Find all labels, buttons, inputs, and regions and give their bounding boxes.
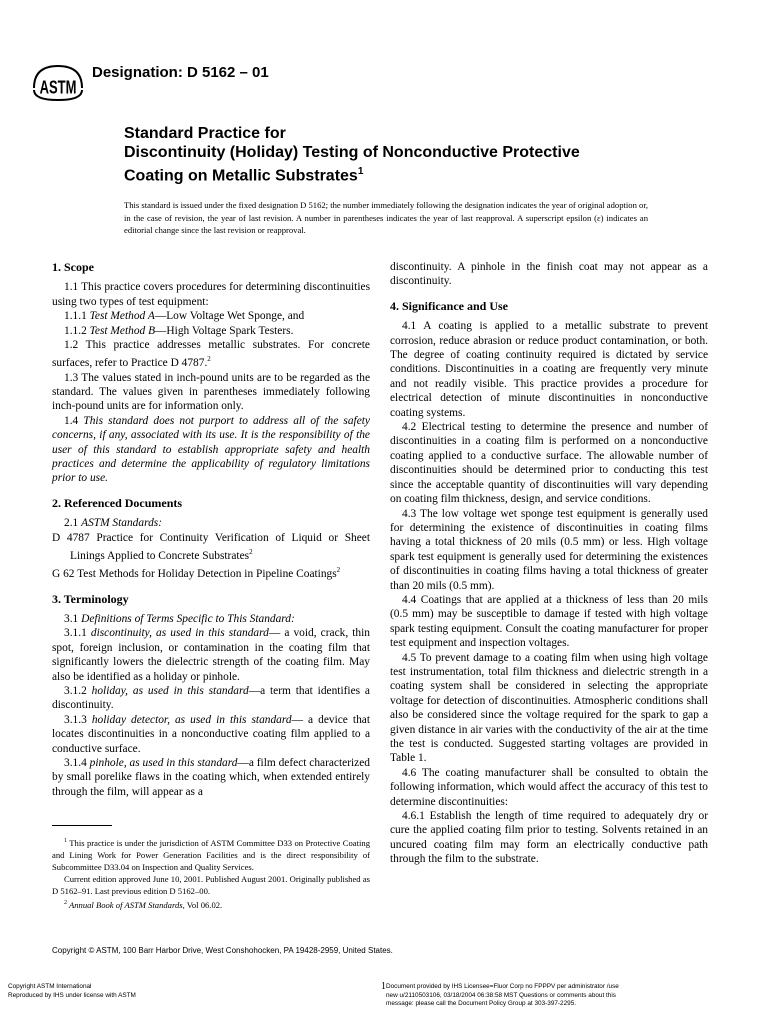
license-line-1: Copyright ASTM International <box>8 983 92 990</box>
footnote-ref: 2 <box>249 548 253 557</box>
text: , Vol 06.02. <box>182 899 223 910</box>
text: — a void, crack, thin spot, foreign inclusion, or contamination in the coating film that significantly lowers the dielectric strength of the coating film. May also be identified as a holiday or pinhole. <box>52 627 370 683</box>
term: holiday detector, as used in this standard <box>91 713 292 726</box>
ref-d4787 <box>52 531 370 564</box>
text: —a term that identifies a discontinuity. <box>52 684 370 712</box>
right-column <box>390 260 708 867</box>
document-title <box>124 124 684 185</box>
title-footnote-mark: 1 <box>357 166 364 177</box>
license-line-2: Reproduced by IHS under license with ASTM <box>8 991 136 999</box>
text: —High Voltage Spark Testers. <box>155 324 294 337</box>
term: pinhole, as used in this standard <box>89 756 238 769</box>
section-3-heading: 3. Terminology <box>52 591 129 606</box>
footnote-1 <box>52 835 370 873</box>
ref-g62 <box>52 563 370 581</box>
num: 1.1.2 <box>64 324 87 337</box>
num: 3.1.2 <box>64 684 87 697</box>
para-4-6-1: 4.6.1 Establish the length of time required to adequately dry or cure the applied coating film prior to testing. Solvents retained in an uncured coating film may form an electrically conductive path through the film to the substrate. <box>390 810 708 866</box>
num: 3.1.1 <box>64 627 87 640</box>
section-2-heading: 2. Referenced Documents <box>52 495 183 510</box>
para-3-1 <box>52 612 370 626</box>
document-provider-notice <box>386 983 686 1009</box>
num: 1.4 <box>64 414 79 427</box>
title-line-3 <box>124 162 684 185</box>
title-line-3-text: Coating on Metallic Substrates <box>124 167 358 185</box>
num: 3.1.3 <box>64 713 87 726</box>
text: G 62 Test Methods for Holiday Detection in Pipeline Coatings <box>52 568 337 581</box>
num: 3.1 <box>64 612 79 625</box>
section-4-heading: 4. Significance and Use <box>390 298 509 313</box>
para-1-2 <box>52 338 370 371</box>
text: —Low Voltage Wet Sponge, and <box>154 310 305 323</box>
astm-logo <box>30 60 86 104</box>
footnote-2 <box>52 897 370 911</box>
text: This standard does not purport to address all of the safety concerns, if any, associated with its use. It is the responsibility of the user of this standard to establish appropriate safety and health practices and determine the applicability of regulatory limitations prior to use. <box>52 414 370 485</box>
term: Test Method B <box>89 324 156 337</box>
footnotes <box>52 835 370 911</box>
provider-line-1: Document provided by IHS Licensee=Fluor Corp no FPPPV per administrator /use <box>386 983 619 990</box>
para-1-1: 1.1 This practice covers procedures for determining discontinuities using two types of test equipment: <box>52 281 370 308</box>
text: — a device that locates discontinuities in a nonconductive coating film applied to a conductive surface. <box>52 713 370 755</box>
para-1-4 <box>52 414 370 486</box>
footnote-mark: 2 <box>64 899 67 906</box>
term: Test Method A <box>89 310 155 323</box>
svg-text:ASTM: ASTM <box>39 78 77 99</box>
page-number: 1 <box>381 981 386 992</box>
provider-line-3: message: please call the Document Policy Group at 303-397-2295. <box>386 1000 577 1007</box>
footnote-1b: Current edition approved June 10, 2001. Published August 2001. Originally published as D 5162–91. Last previous edition D 5162–00. <box>52 873 370 896</box>
para-4-2: 4.2 Electrical testing to determine the presence and number of discontinuities in a coating film is performed on a nonconductive coating applied to a conductive surface. The allowable number of discontinuities should be determined prior to conducting this test since the acceptable quantity of discontinuities will vary depending on coating film thickness, design, and service conditions. <box>390 421 708 506</box>
footnote-mark: 1 <box>64 838 67 844</box>
title-line-1: Standard Practice for <box>124 125 286 142</box>
text: —a film defect characterized by small porelike flaws in the coating which, when extended entirely through the film, will appear as a <box>52 756 370 798</box>
para-1-3: 1.3 The values stated in inch-pound units are to be regarded as the standard. The values given in parentheses immediately following inch-pound units are for information only. <box>52 371 370 413</box>
para-3-1-3 <box>52 713 370 756</box>
term: Annual Book of ASTM Standards <box>67 899 183 910</box>
footnote-ref: 2 <box>207 355 211 364</box>
footnote-ref: 2 <box>336 566 341 575</box>
issued-note: This standard is issued under the fixed designation D 5162; the number immediately following the designation indicates the year of original adoption or, in the case of revision, the year of last revision. A number in parentheses indicates the year of last reapproval. A superscript epsilon (ε) indicates an editorial change since the last revision or reapproval. <box>124 200 648 235</box>
section-1-heading: 1. Scope <box>52 260 94 274</box>
para-4-6: 4.6 The coating manufacturer shall be consulted to obtain the following information, which would affect the accuracy of this test to determine discontinuities: <box>390 766 708 808</box>
footnote-divider <box>52 825 112 826</box>
left-column <box>52 260 370 799</box>
para-1-1-2 <box>52 324 370 338</box>
term: ASTM Standards: <box>81 517 163 530</box>
para-1-1-1 <box>52 309 370 323</box>
term: holiday, as used in this standard <box>91 684 249 697</box>
term: Definitions of Terms Specific to This Standard: <box>81 612 295 625</box>
para-4-5: 4.5 To prevent damage to a coating film when using high voltage test instrumentation, total film thickness and dielectric strength in a coating system shall be considered in selecting the appropriate voltage for detection of discontinuities. Atmospheric conditions shall also be considered since the voltage required for the spark to gap a given distance in air varies with the conductivity of the air at the time the test is conducted. Suggested starting voltages are provided in Table 1. <box>390 651 708 765</box>
para-2-1 <box>52 516 370 530</box>
num: 1.1.1 <box>64 310 87 323</box>
para-3-1-1 <box>52 626 370 684</box>
para-4-3: 4.3 The low voltage wet sponge test equipment is generally used for determining the existence of discontinuities in coating films having a total thickness of 20 mils (0.5 mm) or less. High voltage spark test equipment is generally used for determining the existences of discontinuities in coating films having a total thickness of greater than 20 mils (0.5 mm). <box>390 507 708 592</box>
provider-line-2: new u/2110503106, 03/18/2004 06:38:58 MST Questions or comments about this <box>386 991 616 999</box>
designation: Designation: D 5162 – 01 <box>92 64 269 81</box>
text: D 4787 Practice for Continuity Verification of Liquid or Sheet Linings Applied to Concrete Substrates <box>52 531 370 562</box>
para-3-1-2 <box>52 684 370 713</box>
title-line-2: Discontinuity (Holiday) Testing of Nonconductive Protective <box>124 144 580 161</box>
license-notice <box>8 983 136 1000</box>
num: 3.1.4 <box>64 756 87 769</box>
num: 2.1 <box>64 517 79 530</box>
term: discontinuity, as used in this standard <box>90 627 269 640</box>
para-4-4: 4.4 Coatings that are applied at a thickness of less than 20 mils (0.5 mm) may be susceptible to damage if tested with high voltage spark testing equipment. Consult the coating manufacturer for proper test equipment and inspection voltages. <box>390 593 708 650</box>
text: 1.2 This practice addresses metallic substrates. For concrete surfaces, refer to Practice D 4787. <box>52 339 370 370</box>
copyright-line: Copyright © ASTM, 100 Barr Harbor Drive, West Conshohocken, PA 19428-2959, United States. <box>52 946 393 955</box>
para-4-1: 4.1 A coating is applied to a metallic substrate to prevent corrosion, reduce abrasion or reduce product contamination, or both. The degree of coating continuity required is dictated by service conditions. Discontinuities in a coating are frequently very minute and not readily visible. This practice provides a procedure for electrical detection of minute discontinuities in nonconductive coating systems. <box>390 320 708 419</box>
continued-text: discontinuity. A pinhole in the finish coat may not appear as a discontinuity. <box>390 261 708 288</box>
text: This practice is under the jurisdiction of ASTM Committee D33 on Protective Coating and Lining Work for Power Generation Facilities and is the direct responsibility of Subcommittee D33.04 on Inspection and Quality Services. <box>52 837 370 872</box>
para-3-1-4 <box>52 756 370 799</box>
